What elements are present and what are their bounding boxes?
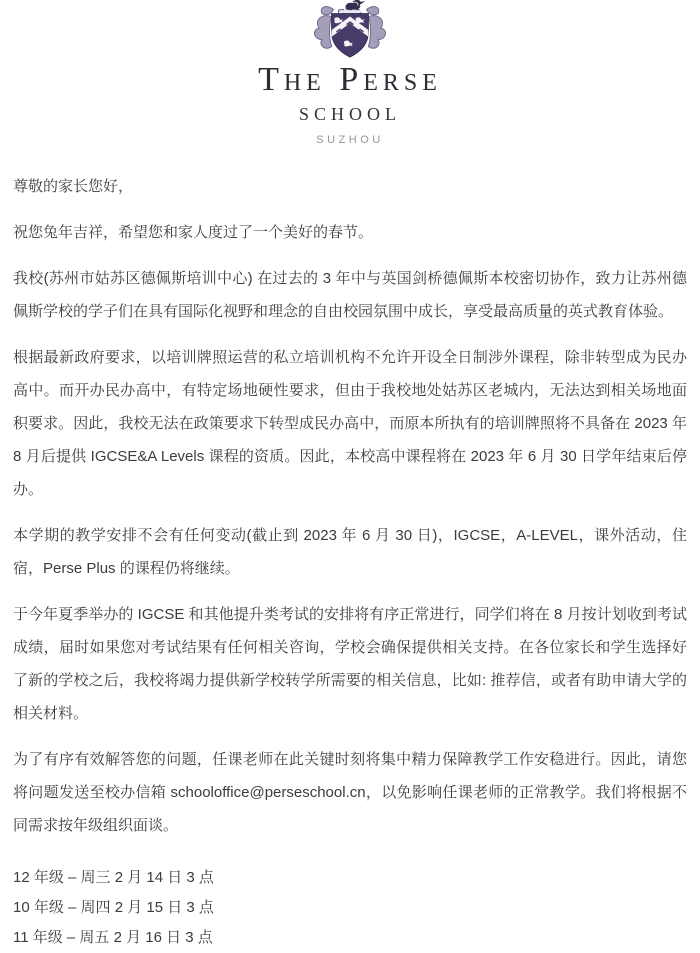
meeting-schedule [0,855,700,953]
paragraph-exams-transfer: 于今年夏季举办的 IGCSE 和其他提升类考试的安排将有序正常进行，同学们将在 8 月按计划收到考试成绩，届时如果您对考试结果有任何相关咨询，学校会确保提供相关支持。在各位家长和学生选择好了新的学校之后，我校将竭力提供新学校转学所需要的相关信息，比如: 推荐信，或者有助申请大学的相关材料。 [13,606,687,722]
paragraph-greeting: 祝您兔年吉祥，希望您和家人度过了一个美好的春节。 [13,224,374,241]
paragraph-contact-email: 为了有序有效解答您的问题，任课老师在此关键时刻将集中精力保障教学工作安稳进行。因此，请您将问题发送至校办信箱 schooloffice@perseschool.cn，以免影响任课老师的正常教学。我们将根据不同需求按年级组织面谈。 [13,751,687,834]
schedule-row-grade12: 12 年级 – 周三 2 月 14 日 3 点 [13,869,214,886]
paragraph-policy-closure: 根据最新政府要求，以培训牌照运营的私立培训机构不允许开设全日制涉外课程，除非转型成为民办高中。而开办民办高中，有特定场地硬性要求，但由于我校地处姑苏区老城内，无法达到相关场地面积要求。因此，我校无法在政策要求下转型成民办高中，而原本所执有的培训牌照将不具备在 2023 年 8 月后提供 IGCSE&A Levels 课程的资质。因此，本校高中课程将在 2023 年 6 月 30 日学年结束后停办。 [13,349,687,498]
schedule-row-grade10: 10 年级 – 周四 2 月 15 日 3 点 [13,899,214,916]
letterhead [0,0,700,148]
letter-body [0,148,700,842]
school-type: SCHOOL [298,104,401,124]
school-crest-icon [300,0,400,60]
school-name: The Perse [258,61,442,98]
campus-name: SUZHOU [316,134,384,146]
paragraph-school-intro: 我校(苏州市姑苏区德佩斯培训中心) 在过去的 3 年中与英国剑桥德佩斯本校密切协作，致力让苏州德佩斯学校的学子们在具有国际化视野和理念的自由校园氛围中成长，享受最高质量的英式教育体验。 [13,270,687,320]
salutation: 尊敬的家长您好， [13,178,134,195]
schedule-row-grade11: 11 年级 – 周五 2 月 16 日 3 点 [13,929,213,946]
paragraph-term-arrangements: 本学期的教学安排不会有任何变动(截止到 2023 年 6 月 30 日)，IGCSE，A-LEVEL，课外活动，住宿，Perse Plus 的课程仍将继续。 [13,527,687,577]
